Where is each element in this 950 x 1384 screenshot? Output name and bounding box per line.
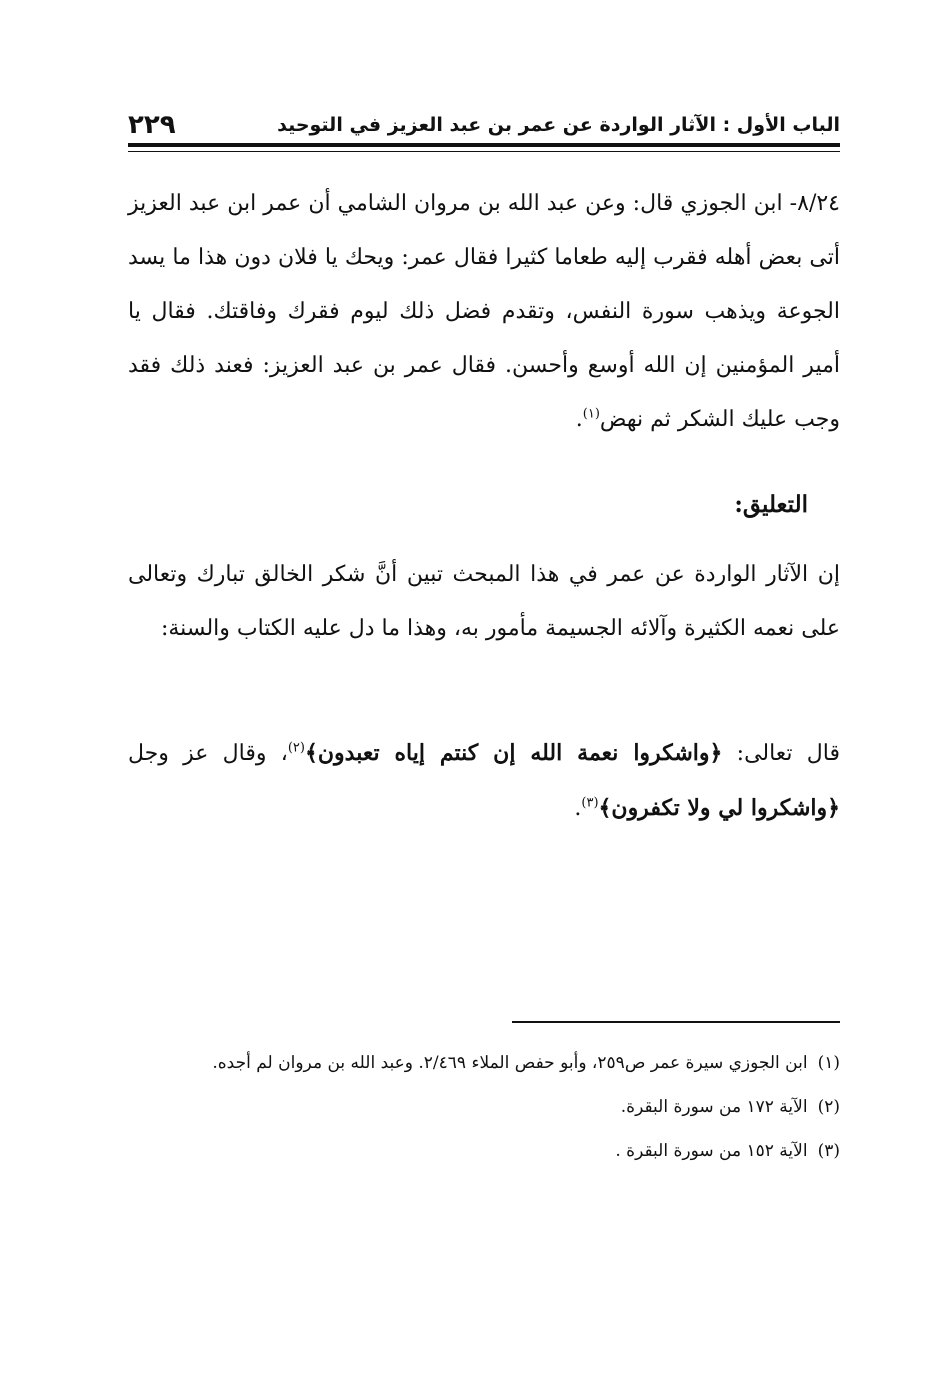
verses-intro: قال تعالى:: [722, 741, 840, 766]
quran-verse-2: ﴿واشكروا لي ولا تكفرون﴾: [598, 795, 840, 821]
running-title: الباب الأول : الآثار الواردة عن عمر بن عبد العزيز في التوحيد: [277, 114, 840, 136]
header-rule-thick: [128, 143, 840, 147]
commentary-paragraph: إن الآثار الواردة عن عمر في هذا المبحث تبين أنَّ شكر الخالق تبارك وتعالى على نعمه الكثيرة وآلائه الجسيمة مأمور به، وهذا ما دل عليه الكتاب والسنة:: [128, 562, 840, 641]
footnote-ref-2[interactable]: (٢): [287, 740, 305, 756]
athar-end-punct: .: [575, 407, 583, 432]
footnote-separator: [512, 1021, 840, 1023]
footnote-text: الآية ١٥٢ من سورة البقرة .: [615, 1141, 808, 1161]
footnotes-list: [128, 1045, 840, 1177]
footnote-number: (٢): [817, 1097, 840, 1117]
header-rule-thin: [128, 151, 840, 152]
athar-paragraph: [128, 177, 840, 447]
footnote-ref-1[interactable]: (١): [582, 406, 600, 422]
page-header: [128, 100, 840, 140]
footnote-number: (٣): [817, 1141, 840, 1161]
footnote-item: [128, 1089, 840, 1125]
commentary-heading: التعليق:: [734, 491, 808, 518]
verses-end-punct: .: [574, 796, 582, 821]
quran-verse-1: ﴿واشكروا نعمة الله إن كنتم إياه تعبدون﴾: [304, 740, 723, 766]
footnote-item: [128, 1045, 840, 1081]
page-number: ٢٢٩: [128, 110, 176, 140]
footnote-text: الآية ١٧٢ من سورة البقرة.: [620, 1097, 808, 1117]
verses-paragraph: [128, 726, 840, 836]
verses-middle: ، وقال عز وجل: [128, 741, 288, 766]
footnote-number: (١): [817, 1053, 840, 1073]
footnote-text: ابن الجوزي سيرة عمر ص٢٥٩، وأبو حفص الملاء ٢/٤٦٩. وعبد الله بن مروان لم أجده.: [212, 1053, 808, 1073]
athar-text: ٨/٢٤- ابن الجوزي قال: وعن عبد الله بن مروان الشامي أن عمر ابن عبد العزيز أتى بعض أهله فقرب إليه طعاما كثيرا فقال عمر: ويحك يا فلان دون هذا ما يسد الجوعة ويذهب سورة النفس، وتقدم فضل ذلك ليوم فقرك وفاقتك. فقال يا أمير المؤمنين إن الله أوسع وأحسن. فقال عمر بن عبد العزيز: فعند ذلك فقد وجب عليك الشكر ثم نهض: [128, 191, 841, 432]
footnote-item: [128, 1133, 840, 1169]
footnote-ref-3[interactable]: (٣): [581, 795, 599, 811]
